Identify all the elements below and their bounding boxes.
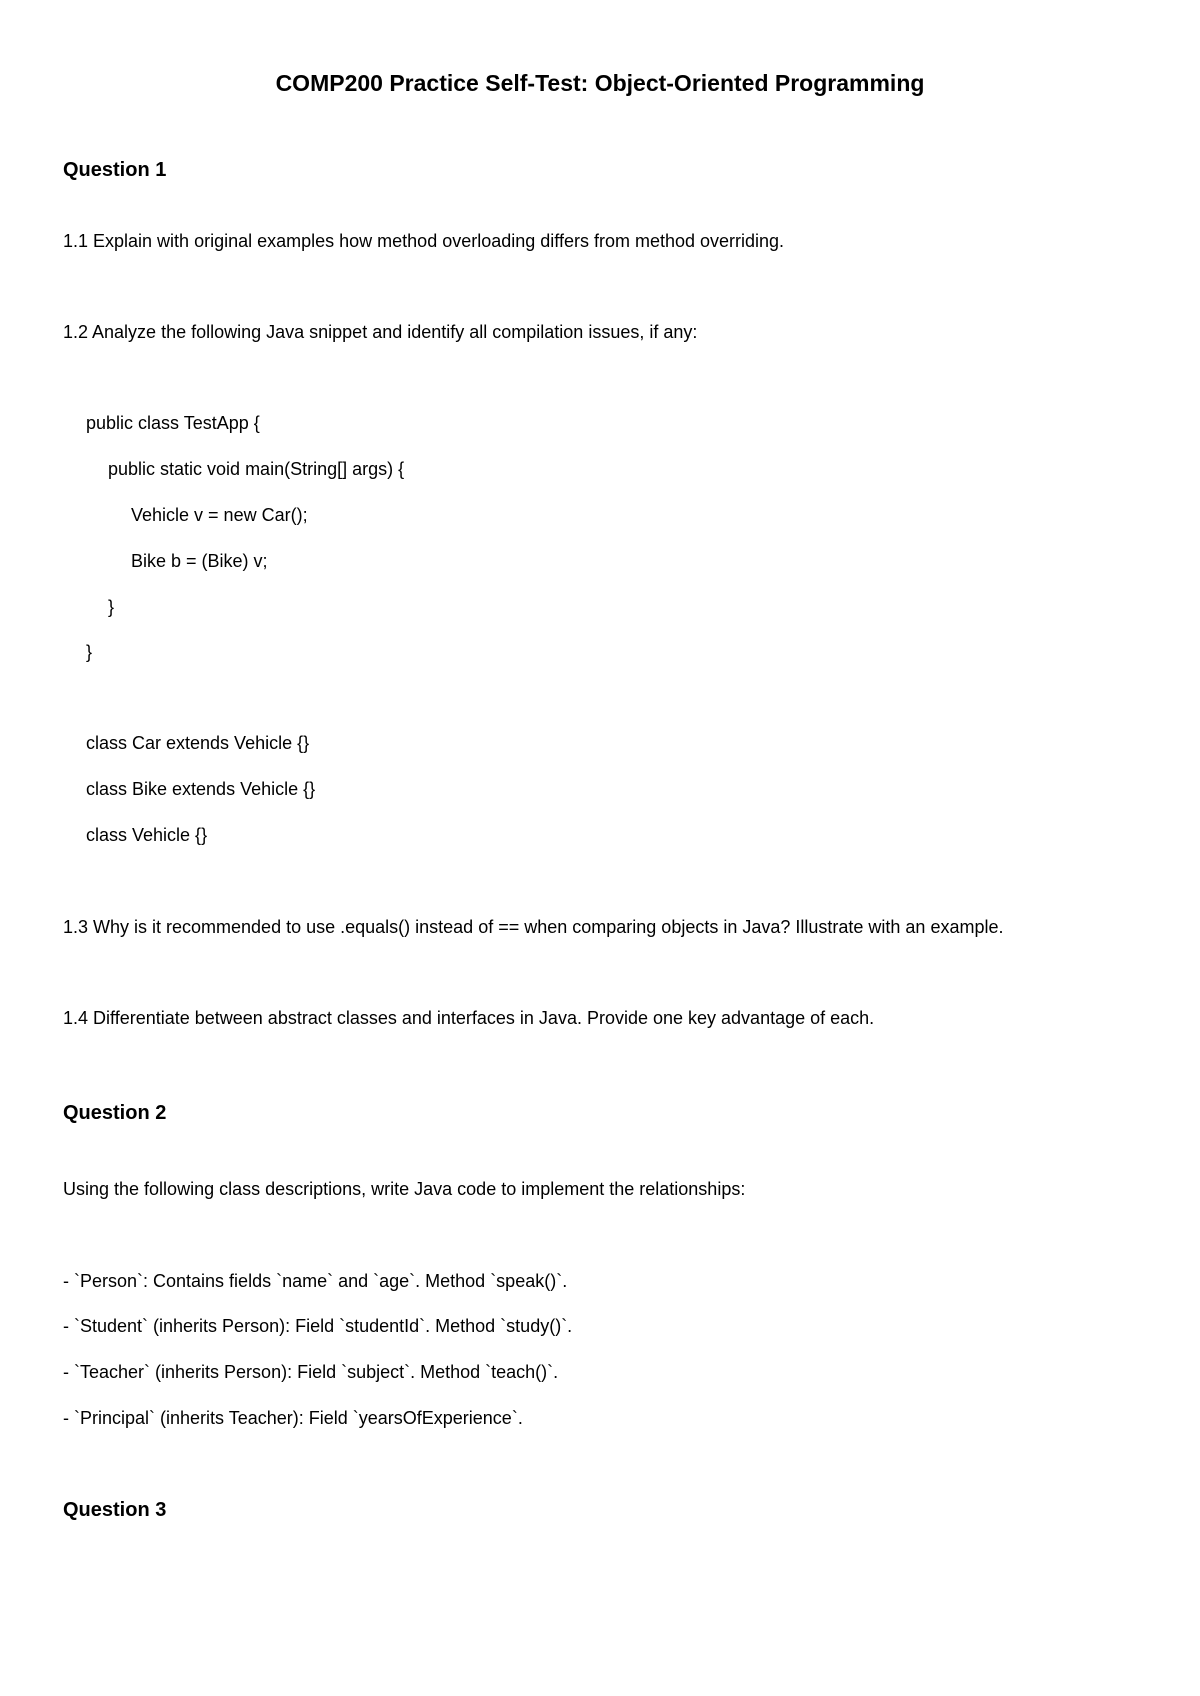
question-2-intro: Using the following class descriptions, write Java code to implement the relationships: [63,1179,746,1199]
list-item: - `Person`: Contains fields `name` and `age`. Method `speak()`. [63,1271,568,1291]
code-line: class Bike extends Vehicle {} [86,779,316,799]
code-line: } [86,642,93,662]
question-1-2-text: 1.2 Analyze the following Java snippet and identify all compilation issues, if any: [63,322,698,342]
question-1-3-text: 1.3 Why is it recommended to use .equals() instead of == when comparing objects in Java? Illustrate with an example. [63,917,1004,937]
question-1-heading: Question 1 [63,159,167,181]
question-1-4-text: 1.4 Differentiate between abstract classes and interfaces in Java. Provide one key advantage of each. [63,1008,875,1028]
code-line: class Car extends Vehicle {} [86,733,310,753]
code-line: public static void main(String[] args) { [108,459,405,479]
list-item: - `Student` (inherits Person): Field `studentId`. Method `study()`. [63,1316,573,1336]
code-line: } [108,597,115,617]
question-2-heading: Question 2 [63,1102,167,1124]
page-title: COMP200 Practice Self-Test: Object-Oriented Programming [275,70,925,96]
question-3-heading: Question 3 [63,1499,167,1521]
list-item: - `Principal` (inherits Teacher): Field `yearsOfExperience`. [63,1408,523,1428]
code-line: Vehicle v = new Car(); [131,505,308,525]
question-1-1-text: 1.1 Explain with original examples how method overloading differs from method overriding. [63,231,785,251]
list-item: - `Teacher` (inherits Person): Field `subject`. Method `teach()`. [63,1362,559,1382]
code-line: Bike b = (Bike) v; [131,551,268,571]
code-line: public class TestApp { [86,413,260,433]
code-line: class Vehicle {} [86,825,208,845]
